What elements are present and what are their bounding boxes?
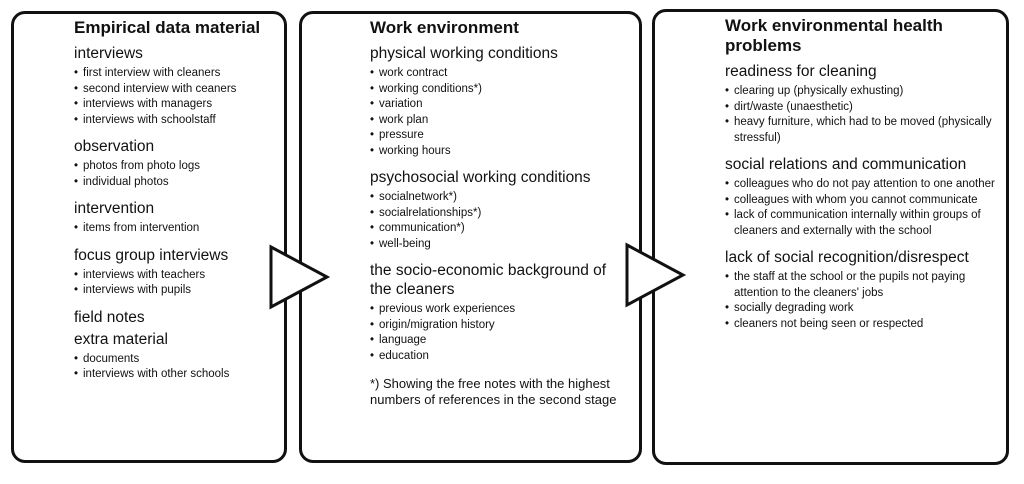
column-title: Work environmental health problems <box>725 16 943 55</box>
list-item: • dirt/waste (unaesthetic) <box>725 100 996 116</box>
list-item: • language <box>370 333 629 349</box>
section-list <box>725 84 996 146</box>
list-item: • photos from photo logs <box>74 159 274 175</box>
list-item: • socially degrading work <box>725 301 996 317</box>
section-heading: physical working conditions <box>370 45 558 62</box>
list-item: • education <box>370 349 629 365</box>
list-item: • variation <box>370 97 629 113</box>
work-environment-box <box>299 11 642 463</box>
section-heading: readiness for cleaning <box>725 63 877 80</box>
list-item: • communication*) <box>370 221 629 237</box>
section-heading: field notes <box>74 308 145 326</box>
list-item: • origin/migration history <box>370 318 629 334</box>
list-item: • items from intervention <box>74 221 274 237</box>
list-item: • socialrelationships*) <box>370 206 629 222</box>
column-title: Work environment <box>370 18 519 37</box>
section-heading: lack of social recognition/disrespect <box>725 249 969 266</box>
section-heading: social relations and communication <box>725 156 967 173</box>
section-list <box>370 66 629 159</box>
list-item: • previous work experiences <box>370 302 629 318</box>
list-item: • the staff at the school or the pupils not paying attention to the cleaners' jobs <box>725 270 996 301</box>
list-item: • working conditions*) <box>370 82 629 98</box>
list-item: • well-being <box>370 237 629 253</box>
list-item: • lack of communication internally within groups of cleaners and externally with the school <box>725 208 996 239</box>
list-item: • interviews with teachers <box>74 268 274 284</box>
section-list <box>74 268 274 299</box>
list-item: • colleagues with whom you cannot communicate <box>725 193 996 209</box>
section-list <box>725 177 996 239</box>
list-item: • interviews with managers <box>74 97 274 113</box>
section-heading: the socio-economic background of the cleaners <box>370 262 607 298</box>
section-list <box>74 66 274 128</box>
section-heading: extra material <box>74 330 168 348</box>
list-item: • interviews with other schools <box>74 367 274 383</box>
list-item: • work plan <box>370 113 629 129</box>
list-item: • interviews with pupils <box>74 283 274 299</box>
list-item: • colleagues who do not pay attention to one another <box>725 177 996 193</box>
section-list <box>74 352 274 383</box>
section-list <box>725 270 996 332</box>
footnote: *) Showing the free notes with the highest numbers of references in the second stage <box>370 376 617 407</box>
section-heading: psychosocial working conditions <box>370 169 591 186</box>
health-problems-box <box>652 9 1009 465</box>
section-list <box>370 190 629 252</box>
list-item: • first interview with cleaners <box>74 66 274 82</box>
list-item: • interviews with schoolstaff <box>74 113 274 129</box>
section-list <box>74 159 274 190</box>
list-item: • clearing up (physically exhusting) <box>725 84 996 100</box>
list-item: • cleaners not being seen or respected <box>725 317 996 333</box>
arrow-icon <box>268 244 330 310</box>
list-item: • heavy furniture, which had to be moved (physically stressful) <box>725 115 996 146</box>
section-list <box>370 302 629 364</box>
list-item: • pressure <box>370 128 629 144</box>
section-heading: observation <box>74 138 155 155</box>
list-item: • work contract <box>370 66 629 82</box>
section-list <box>74 221 274 237</box>
column-title: Empirical data material <box>74 18 261 37</box>
section-heading: intervention <box>74 200 155 217</box>
section-heading: interviews <box>74 45 143 62</box>
list-item: • second interview with ceaners <box>74 82 274 98</box>
empirical-data-box <box>11 11 287 463</box>
list-item: • working hours <box>370 144 629 160</box>
list-item: • documents <box>74 352 274 368</box>
section-heading: focus group interviews <box>74 246 229 264</box>
list-item: • individual photos <box>74 175 274 191</box>
arrow-icon <box>624 242 686 308</box>
list-item: • socialnetwork*) <box>370 190 629 206</box>
